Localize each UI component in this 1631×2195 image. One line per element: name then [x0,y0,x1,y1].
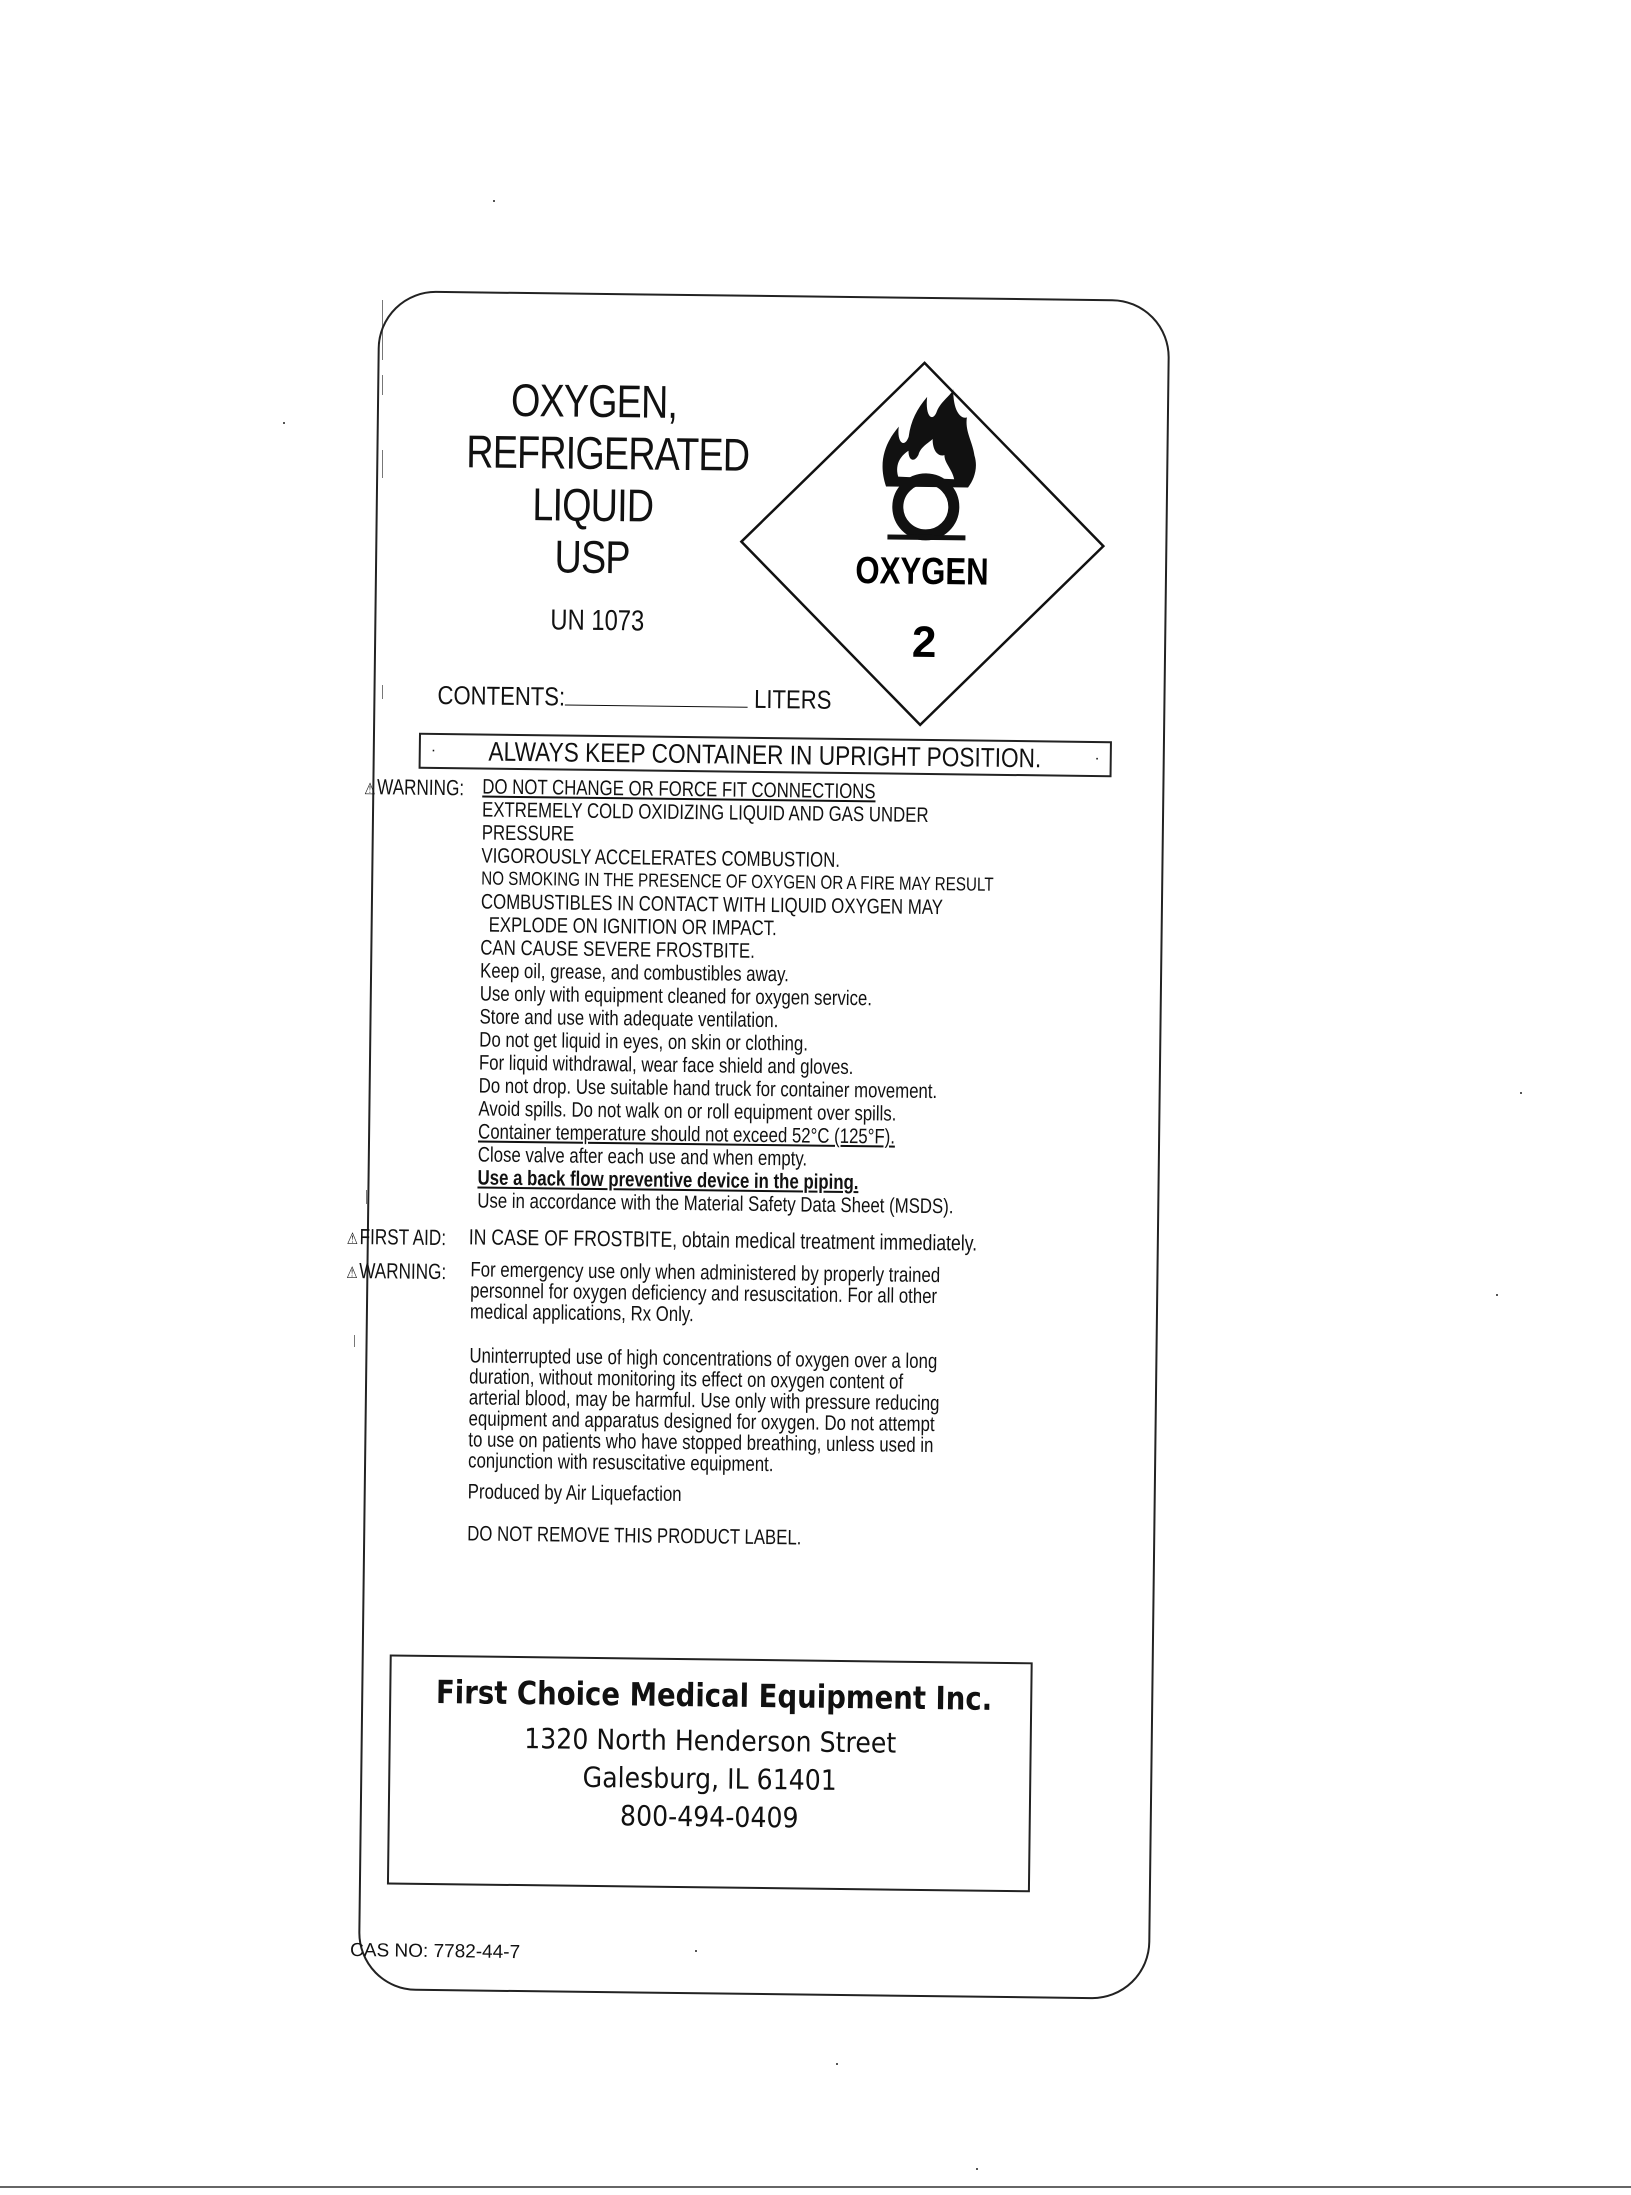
warning-line: DO NOT CHANGE OR FORCE FIT CONNECTIONS [482,775,876,804]
paragraph-line: equipment and apparatus designed for oxygen. Do not attempt [468,1407,935,1437]
do-not-remove-notice: DO NOT REMOVE THIS PRODUCT LABEL. [467,1522,802,1550]
warning-line: COMBUSTIBLES IN CONTACT WITH LIQUID OXYGEN MAY [480,890,944,920]
bullet: · [430,741,437,759]
warning-paragraph-1 [470,1259,943,1328]
warning-line: PRESSURE [481,821,575,846]
warning-triangle-icon: ⚠ [346,1264,358,1283]
warning-paragraph-2 [468,1345,942,1477]
scan-mark [354,1335,355,1347]
contents-line [437,680,831,716]
scan-bottom-edge [0,2186,1631,2188]
warning-triangle-icon: ⚠ [364,781,376,799]
warning-line: Do not drop. Use suitable hand truck for container movement. [478,1074,938,1104]
product-label [346,290,1171,2000]
hazard-class-name: OXYGEN [855,550,989,594]
product-title [465,373,750,584]
scan-speck [836,2063,838,2065]
warning-line: EXPLODE ON IGNITION OR IMPACT. [488,913,777,941]
warning-line: Use a back flow preventive device in the piping. [477,1166,859,1195]
title-line: REFRIGERATED [466,425,750,481]
hazard-class-number: 2 [911,617,937,668]
scan-speck [493,200,495,202]
title-line: LIQUID [532,478,654,532]
warning-line: Avoid spills. Do not walk on or roll equipment over spills. [478,1097,897,1126]
warning-heading: ⚠WARNING: [364,774,465,801]
warning-line: VIGOROUSLY ACCELERATES COMBUSTION. [481,844,841,872]
warning-line: EXTREMELY COLD OXIDIZING LIQUID AND GAS UNDER [481,798,929,827]
company-city: Galesburg, IL 61401 [582,1760,838,1797]
scan-speck [976,2168,978,2170]
contents-label: CONTENTS: [437,679,566,712]
company-street: 1320 North Henderson Street [524,1722,897,1760]
paragraph-line: to use on patients who have stopped breathing, unless used in [468,1428,934,1458]
contents-blank [565,685,748,708]
paragraph-line: For emergency use only when administered by properly trained [470,1258,941,1288]
warning-line: Container temperature should not exceed 52°C (125°F). [477,1120,896,1149]
first-aid-heading: ⚠FIRST AID: [346,1224,447,1251]
warning-line: Use in accordance with the Material Safety Data Sheet (MSDS). [477,1189,954,1219]
warning-triangle-icon: ⚠ [346,1230,359,1249]
produced-by: Produced by Air Liquefaction [467,1480,682,1507]
company-box [387,1654,1033,1892]
title-line: OXYGEN, [510,373,678,428]
upright-notice: ALWAYS KEEP CONTAINER IN UPRIGHT POSITION. [488,736,1042,773]
warning-text-block [477,775,994,1219]
scan-speck [1496,1294,1498,1296]
warning-line: CAN CAUSE SEVERE FROSTBITE. [480,936,755,963]
scan-speck [283,422,285,424]
cas-number: CAS NO: 7782-44-7 [350,1940,521,1964]
warning-line: Do not get liquid in eyes, on skin or clothing. [479,1028,809,1056]
paragraph-line: duration, without monitoring its effect on oxygen content of [469,1365,904,1394]
scan-speck [1520,1092,1522,1094]
warning-line: Keep oil, grease, and combustibles away. [479,959,790,987]
company-phone: 800-494-0409 [619,1799,799,1835]
paragraph-line: conjunction with resuscitative equipment. [467,1449,774,1477]
warning-line: For liquid withdrawal, wear face shield and gloves. [478,1051,854,1080]
company-name: First Choice Medical Equipment Inc. [435,1673,993,1718]
first-aid-text: IN CASE OF FROSTBITE, obtain medical treatment immediately. [468,1224,978,1256]
paragraph-line: Uninterrupted use of high concentrations of oxygen over a long [469,1344,938,1374]
warning-line: Store and use with adequate ventilation. [479,1005,779,1033]
title-line: USP [554,530,631,584]
warning-line: NO SMOKING IN THE PRESENCE OF OXYGEN OR A FIRE MAY RESULT [481,868,994,896]
un-number: UN 1073 [550,604,645,638]
warning-line: Close valve after each use and when empty. [477,1143,808,1171]
paragraph-line: personnel for oxygen deficiency and resuscitation. For all other [470,1279,938,1309]
paragraph-line: medical applications, Rx Only. [469,1300,694,1327]
warning-heading-2: ⚠WARNING: [346,1258,447,1285]
warning-line: Use only with equipment cleaned for oxygen service. [479,982,873,1011]
contents-unit: LITERS [753,683,832,715]
upright-notice-box [419,733,1112,777]
paragraph-line: arterial blood, may be harmful. Use only with pressure reducing [468,1386,940,1416]
bullet: · [1094,750,1100,768]
hazard-diamond [735,357,1109,731]
